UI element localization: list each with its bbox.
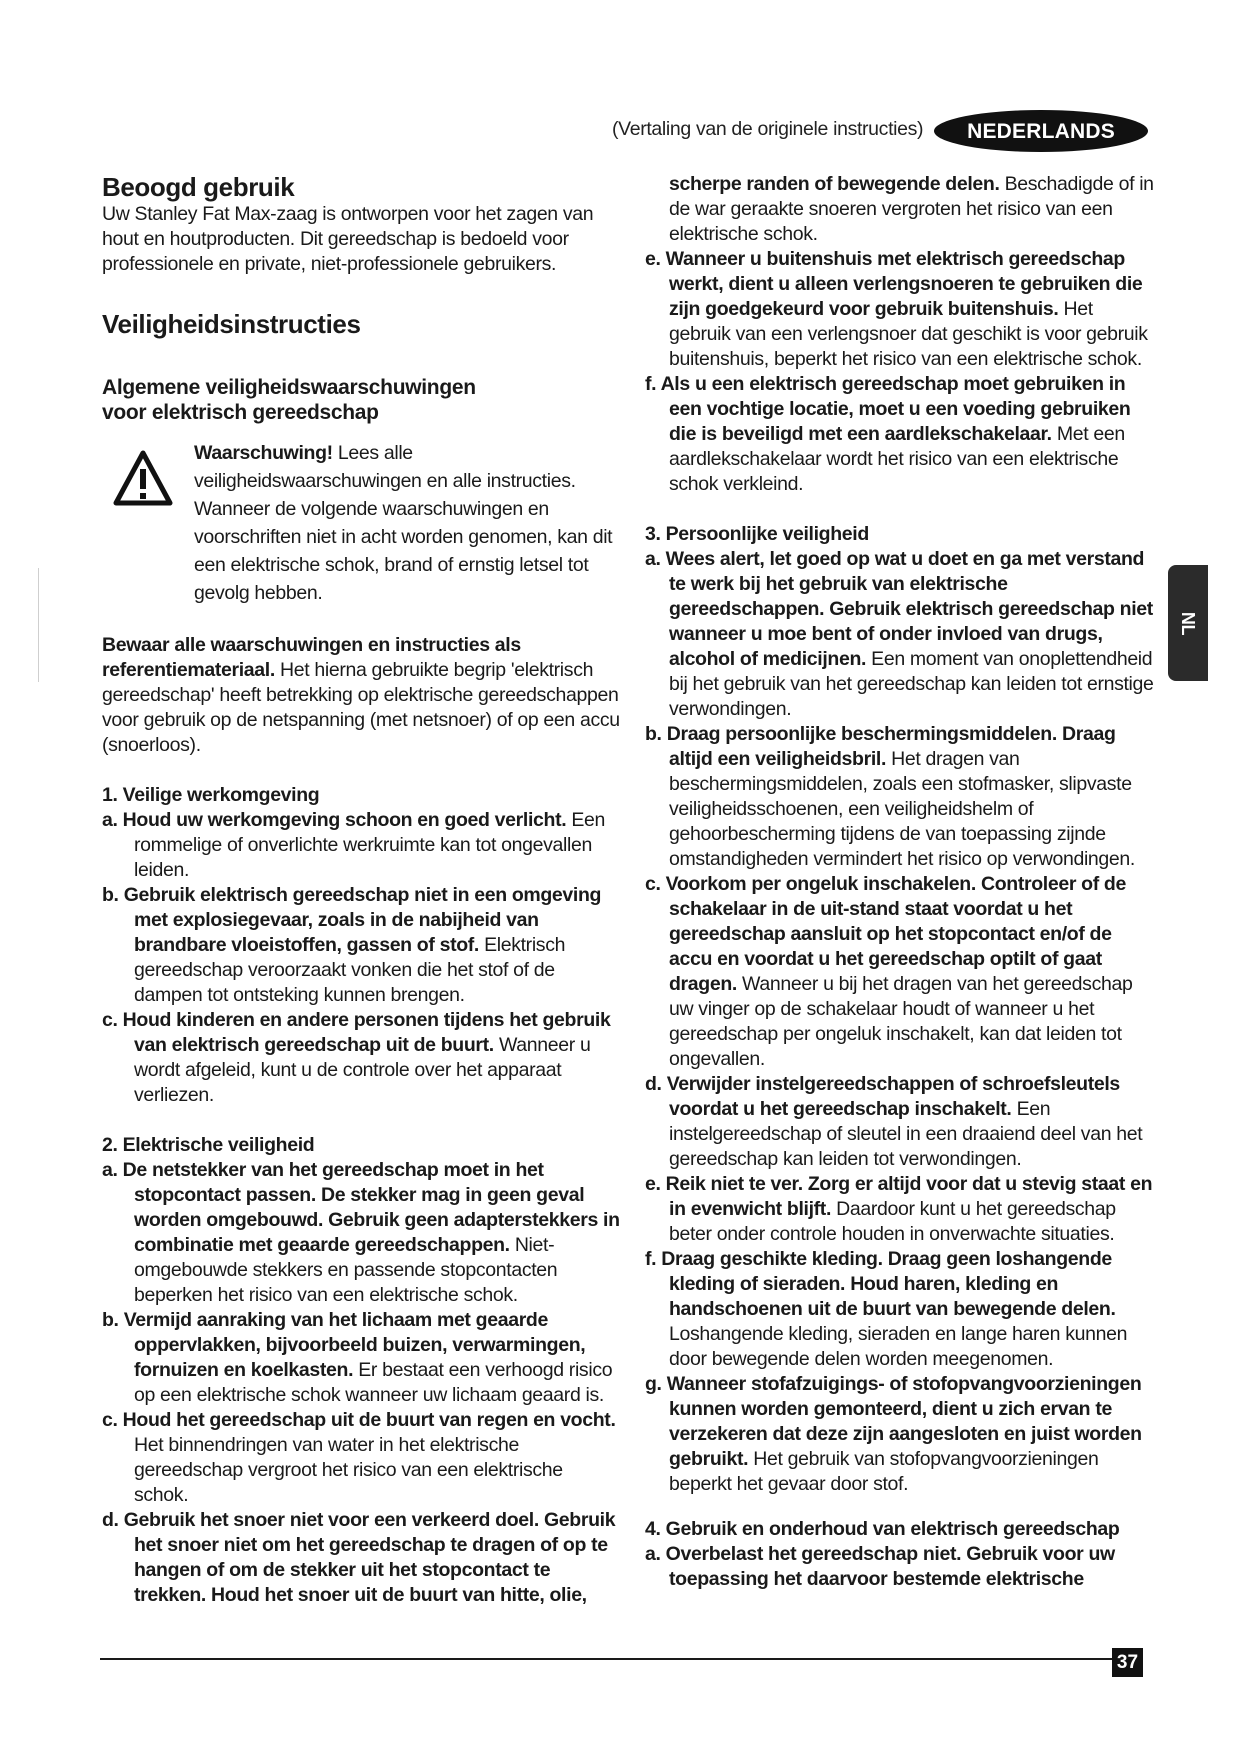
list-item <box>102 808 622 883</box>
list-item <box>102 1508 622 1608</box>
section-4-heading: 4. Gebruik en onderhoud van elektrisch gereedschap <box>645 1518 1120 1540</box>
item-text: Een rommelige of onverlichte werkruimte kan tot ongevallen leiden. <box>134 809 606 881</box>
item-text: Elektrisch gereedschap veroorzaakt vonken die het stof of de dampen tot ontsteking kunnen brengen. <box>134 934 566 1006</box>
list-item <box>102 883 622 1008</box>
section-3-heading: 3. Persoonlijke veiligheid <box>645 523 869 545</box>
intended-use-title: Beoogd gebruik <box>102 172 295 202</box>
item-letter: g. <box>645 1373 662 1395</box>
item-bold: Reik niet te ver. Zorg er altijd voor dat u stevig staat en in evenwicht blijft. <box>665 1173 1153 1220</box>
item-letter: a. <box>645 548 661 570</box>
item-letter: a. <box>645 1543 661 1565</box>
list-item <box>102 1158 622 1308</box>
item-bold: Gebruik elektrisch gereedschap niet in een omgeving met explosiegevaar, zoals in de nabijheid van brandbare vloeistoffen, gassen of stof. <box>123 884 602 956</box>
item-letter: c. <box>102 1009 118 1031</box>
keep-instructions-bold: Bewaar alle waarschuwingen en instructies als referentiemateriaal. <box>102 634 521 681</box>
keep-instructions-text: Het hierna gebruikte begrip 'elektrisch gereedschap' heeft betrekking op elektrische gereedschappen voor gebruik op de netspanning (met netsnoer) of op een accu (snoerloos). <box>102 659 620 756</box>
language-side-tab <box>1168 565 1208 681</box>
item-bold: scherpe randen of bewegende delen. <box>669 173 1000 195</box>
warning-triangle-icon <box>112 449 174 507</box>
warning-block <box>102 439 622 607</box>
warning-label: Waarschuwing! <box>194 442 333 464</box>
item-bold: Vermijd aanraking van het lichaam met geaarde oppervlakken, bijvoorbeeld buizen, verwarmingen, fornuizen en koelkasten. <box>123 1309 586 1381</box>
item-letter: b. <box>102 1309 119 1331</box>
item-text: Loshangende kleding, sieraden en lange haren kunnen door bewegende delen worden meegenomen. <box>669 1323 1128 1370</box>
list-item <box>634 722 1154 872</box>
item-text: Er bestaat een verhoogd risico op een elektrische schok wanneer uw lichaam geaard is. <box>134 1359 613 1406</box>
item-letter: d. <box>102 1509 119 1531</box>
list-item-continuation <box>634 172 1154 247</box>
item-letter: e. <box>645 248 661 270</box>
item-letter: b. <box>102 884 119 906</box>
item-text: Het gebruik van stofopvangvoorzieningen beperkt het gevaar door stof. <box>669 1448 1099 1495</box>
item-bold: Houd het gereedschap uit de buurt van regen en vocht. <box>122 1409 616 1431</box>
item-text: Wanneer u wordt afgeleid, kunt u de controle over het apparaat verliezen. <box>134 1034 591 1106</box>
item-text: Het dragen van beschermingsmiddelen, zoals een stofmasker, slipvaste veiligheidsschoenen, een veiligheidshelm of gehoorbescherming tijdens de van toepassing zijnde omstandigheden vermindert het risico op verwondingen. <box>669 748 1135 870</box>
intended-use-text: Uw Stanley Fat Max-zaag is ontworpen voor het zagen van hout en houtproducten. Dit gereedschap is bedoeld voor professionele en private, niet-professionele gebruikers. <box>102 203 594 275</box>
item-letter: a. <box>102 809 118 831</box>
item-letter: c. <box>645 873 661 895</box>
item-bold: Gebruik het snoer niet voor een verkeerd doel. Gebruik het snoer niet om het gereedschap te dragen of op te hangen of om de stekker uit het stopcontact te trekken. Houd het snoer uit de buurt van hitte, olie, <box>123 1509 616 1606</box>
language-side-tab-label: NL <box>1178 611 1199 635</box>
translation-caption: (Vertaling van de originele instructies) <box>612 118 924 140</box>
safety-title: Veiligheidsinstructies <box>102 309 361 339</box>
item-bold: Overbelast het gereedschap niet. Gebruik voor uw toepassing het daarvoor bestemde elektrische <box>665 1543 1115 1590</box>
item-bold: Wanneer u buitenshuis met elektrisch gereedschap werkt, dient u alleen verlengsnoeren te gebruiken die zijn goedgekeurd voor gebruik buitenshuis. <box>665 248 1143 320</box>
list-item <box>102 1308 622 1408</box>
item-letter: a. <box>102 1159 118 1181</box>
list-item <box>634 372 1154 497</box>
item-bold: Houd uw werkomgeving schoon en goed verlicht. <box>122 809 567 831</box>
item-letter: d. <box>645 1073 662 1095</box>
footer-rule <box>100 1658 1112 1660</box>
item-text: Beschadigde of in de war geraakte snoeren vergroten het risico van een elektrische schok. <box>669 173 1154 245</box>
page-number: 37 <box>1112 1648 1143 1677</box>
item-text: Wanneer u bij het dragen van het gereedschap uw vinger op de schakelaar houdt of wanneer u het gereedschap per ongeluk inschakelt, kan dat leiden tot ongevallen. <box>669 973 1133 1070</box>
keep-instructions <box>102 633 622 758</box>
item-letter: f. <box>645 373 657 395</box>
list-item <box>634 547 1154 722</box>
item-bold: Verwijder instelgereedschappen of schroefsleutels voordat u het gereedschap inschakelt. <box>666 1073 1120 1120</box>
item-letter: b. <box>645 723 662 745</box>
item-text: Een moment van onoplettendheid bij het gebruik van het gereedschap kan leiden tot ernstige verwondingen. <box>669 648 1154 720</box>
scan-artifact-line <box>38 568 39 682</box>
item-letter: e. <box>645 1173 661 1195</box>
right-column <box>634 172 1154 1592</box>
item-bold: De netstekker van het gereedschap moet in het stopcontact passen. De stekker mag in geen geval worden omgebouwd. Gebruik geen adapterstekkers in combinatie met geaarde gereedschappen. <box>122 1159 620 1256</box>
item-bold: Voorkom per ongeluk inschakelen. Controleer of de schakelaar in de uit-stand staat voordat u het gereedschap aansluit op het stopcontact en/of de accu en voordat u het gereedschap optilt of gaat dragen. <box>665 873 1126 995</box>
list-item <box>634 1247 1154 1372</box>
language-badge: NEDERLANDS <box>934 110 1148 152</box>
list-item <box>634 1542 1154 1592</box>
item-text: Daardoor kunt u het gereedschap beter onder controle houden in onverwachte situaties. <box>669 1198 1116 1245</box>
item-text: Het gebruik van een verlengsnoer dat geschikt is voor gebruik buitenshuis, beperkt het risico van een elektrische schok. <box>669 298 1148 370</box>
item-letter: f. <box>645 1248 657 1270</box>
warning-body: Lees alle veiligheidswaarschuwingen en alle instructies. Wanneer de volgende waarschuwingen en voorschriften niet in acht worden genomen, kan dit een elektrische schok, brand of ernstig letsel tot gevolg hebben. <box>194 442 613 604</box>
item-bold: Houd kinderen en andere personen tijdens het gebruik van elektrisch gereedschap uit de buurt. <box>122 1009 611 1056</box>
item-bold: Wees alert, let goed op wat u doet en ga met verstand te werk bij het gebruik van elektrische gereedschappen. Gebruik elektrisch gereedschap niet wanneer u moe bent of onder invloed van drugs, alcohol of medicijnen. <box>665 548 1153 670</box>
item-bold: Draag persoonlijke beschermingsmiddelen. Draag altijd een veiligheidsbril. <box>666 723 1116 770</box>
item-text: Niet-omgebouwde stekkers en passende stopcontacten beperken het risico van een elektrische schok. <box>134 1234 558 1306</box>
list-item <box>634 247 1154 372</box>
list-item <box>634 872 1154 1072</box>
general-warnings-title: Algemene veiligheidswaarschuwingen voor elektrisch gereedschap <box>102 376 476 424</box>
warning-text <box>194 439 622 607</box>
item-bold: Als u een elektrisch gereedschap moet gebruiken in een vochtige locatie, moet u een voeding gebruiken die is beveiligd met een aardlekschakelaar. <box>660 373 1131 445</box>
section-2-heading: 2. Elektrische veiligheid <box>102 1134 315 1156</box>
item-bold: Wanneer stofafzuigings- of stofopvangvoorzieningen kunnen worden gemonteerd, dient u zich ervan te verzekeren dat deze zijn aangesloten en juist worden gebruikt. <box>666 1373 1142 1470</box>
list-item <box>634 1072 1154 1172</box>
list-item <box>634 1372 1154 1497</box>
list-item <box>102 1008 622 1108</box>
list-item <box>634 1172 1154 1247</box>
item-text: Een instelgereedschap of sleutel in een draaiend deel van het gereedschap kan leiden tot verwondingen. <box>669 1098 1143 1170</box>
section-1-heading: 1. Veilige werkomgeving <box>102 784 320 806</box>
item-letter: c. <box>102 1409 118 1431</box>
item-text: Het binnendringen van water in het elektrische gereedschap vergroot het risico van een elektrische schok. <box>134 1434 563 1506</box>
item-text: Met een aardlekschakelaar wordt het risico van een elektrische schok verkleind. <box>669 423 1125 495</box>
left-column <box>102 172 622 1608</box>
list-item <box>102 1408 622 1508</box>
item-bold: Draag geschikte kleding. Draag geen loshangende kleding of sieraden. Houd haren, kleding en handschoenen uit de buurt van bewegende delen. <box>661 1248 1116 1320</box>
